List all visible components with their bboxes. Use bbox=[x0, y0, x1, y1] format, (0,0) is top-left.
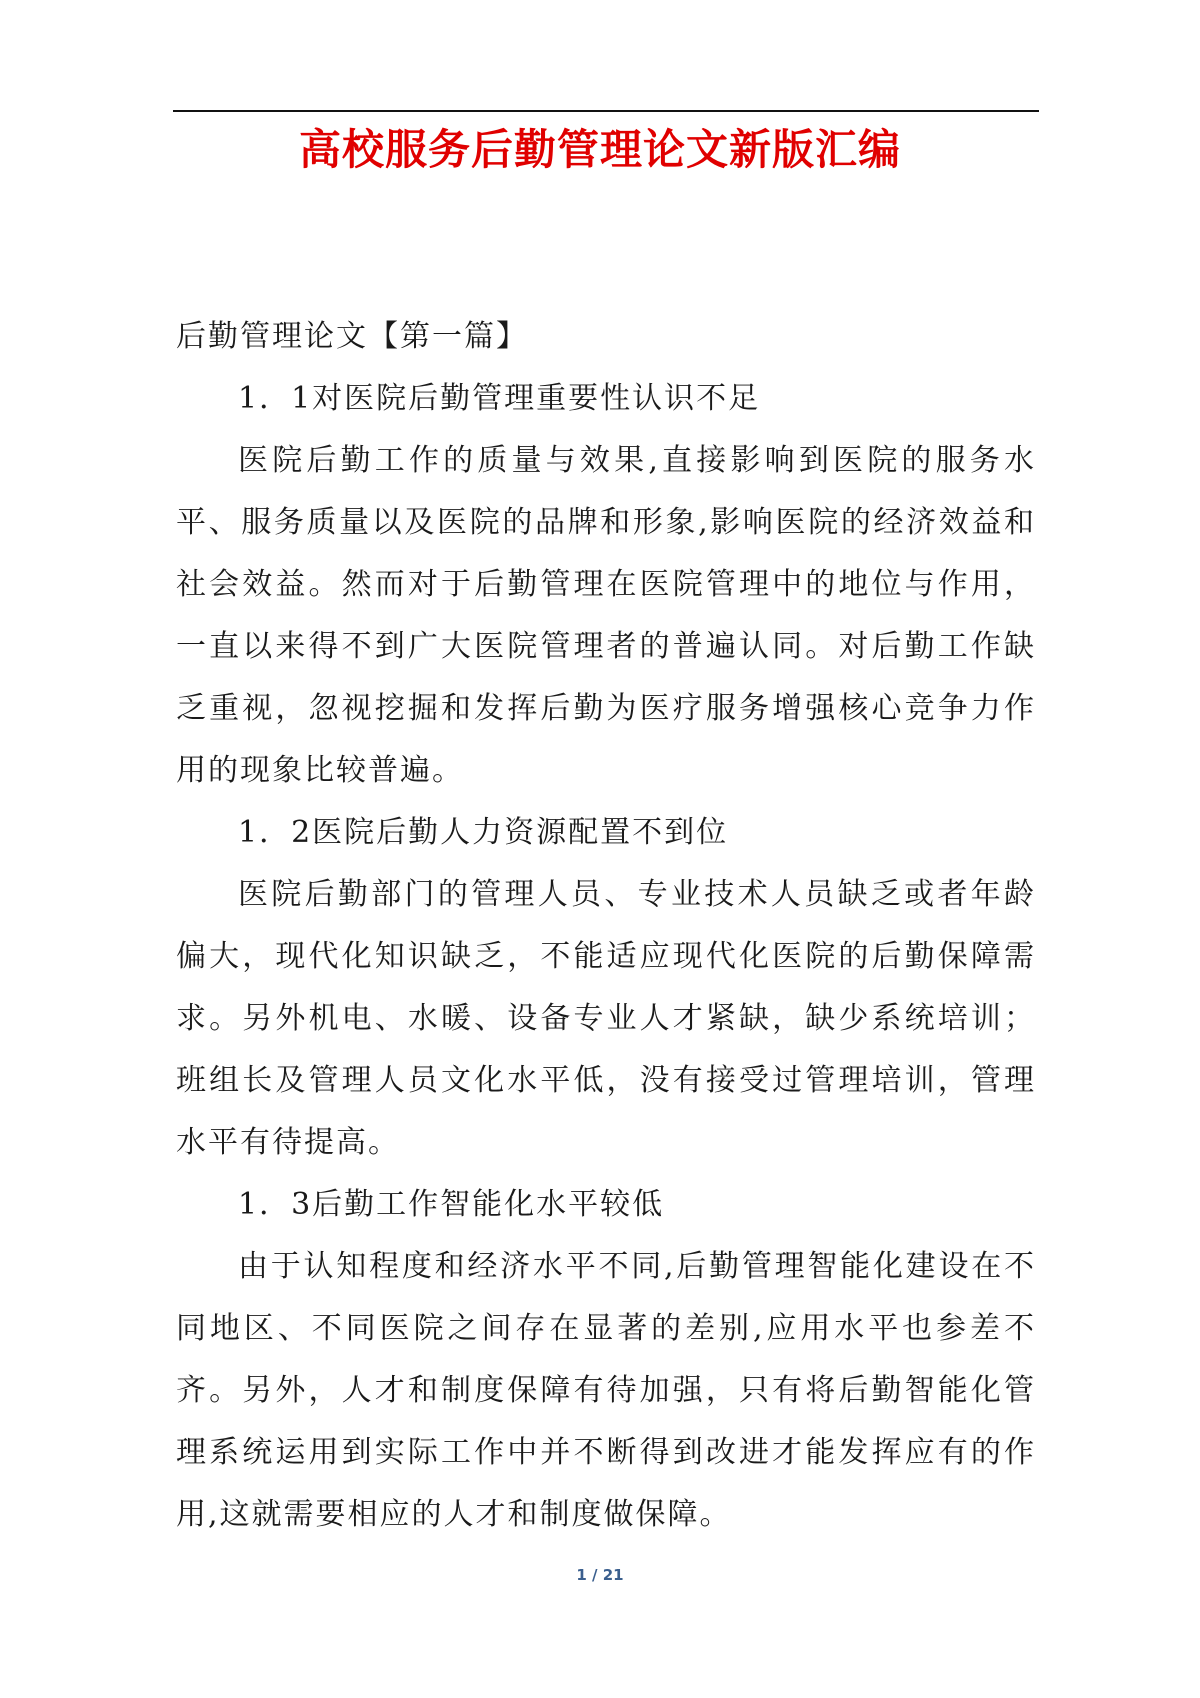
part-heading: 后勤管理论文【第一篇】 bbox=[176, 319, 528, 354]
section-paragraph: 由于认知程度和经济水平不同,后勤管理智能化建设在不同地区、不同医院之间存在显著的差别,应用水平也参差不齐。另外，人才和制度保障有待加强，只有将后勤智能化管理系统运用到实际工作中并不断得到改进才能发挥应有的作用,这就需要相应的人才和制度做保障。 bbox=[176, 1249, 1036, 1532]
section-heading: 1．3后勤工作智能化水平较低 bbox=[238, 1187, 665, 1222]
section-paragraph: 医院后勤工作的质量与效果,直接影响到医院的服务水平、服务质量以及医院的品牌和形象,影响医院的经济效益和社会效益。然而对于后勤管理在医院管理中的地位与作用，一直以来得不到广大医院管理者的普遍认同。对后勤工作缺乏重视，忽视挖掘和发挥后勤为医疗服务增强核心竞争力作用的现象比较普遍。 bbox=[176, 443, 1036, 788]
section-heading: 1．2医院后勤人力资源配置不到位 bbox=[238, 815, 729, 850]
document-body bbox=[176, 306, 1036, 1546]
section-paragraph: 医院后勤部门的管理人员、专业技术人员缺乏或者年龄偏大，现代化知识缺乏，不能适应现代化医院的后勤保障需求。另外机电、水暖、设备专业人才紧缺，缺少系统培训；班组长及管理人员文化水平低，没有接受过管理培训，管理水平有待提高。 bbox=[176, 877, 1036, 1160]
page-number: 1 / 21 bbox=[576, 1566, 624, 1584]
header-rule bbox=[173, 110, 1039, 112]
section-heading: 1．1对医院后勤管理重要性认识不足 bbox=[238, 381, 761, 416]
document-title: 高校服务后勤管理论文新版汇编 bbox=[298, 125, 901, 174]
